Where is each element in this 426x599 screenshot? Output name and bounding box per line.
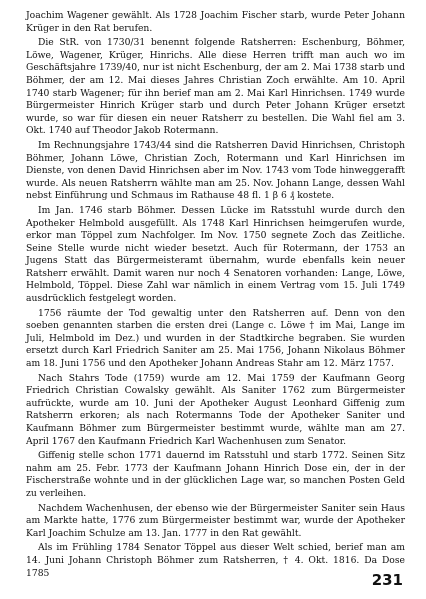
paragraph: Joachim Wagener gewählt. Als 1728 Joachim Fischer starb, wurde Peter Johann Krüger in den Rat berufen. [26, 10, 405, 34]
paragraph: Nachdem Wachenhusen, der ebenso wie der Bürgermeister Saniter sein Haus am Markte hatte, 1776 zum Bürgermeister bestimmt war, wurde der Apotheker Karl Joachim Schulze am 13. Jan. 1777 in den Rat gewählt. [26, 502, 405, 539]
page-number: 231 [371, 571, 403, 589]
paragraph: Im Rechnungsjahre 1743/44 sind die Ratsherren David Hinrichsen, Christoph Böhmer, Johann Löwe, Christian Zoch, Rotermann und Karl Hinrichsen im Dienste, von denen David Hinrichsen aber im Nov. 1743 vom Tode hinweggerafft wurde. Als neuen Ratsherrn wählte man am 25. Nov. Johann Lange, dessen Wahl nebst Einführung und Schmaus im Rathause 48 fl. 1 β 6 ₰ kostete. [26, 139, 405, 202]
paragraph: Nach Stahrs Tode (1759) wurde am 12. Mai 1759 der Kaufmann Georg Friedrich Christian Cowalsky gewählt. Als Saniter 1762 zum Bürgermeister aufrückte, wurde am 10. Juni der Apotheker August Leonhard Giffenig zum Ratsherrn erkoren; als nach Rotermanns Tode der Apotheker Saniter und Kaufmann Böhmer zum Bürgermeister bestimmt wurde, wählte man am 27. April 1767 den Kaufmann Friedrich Karl Wachenhusen zum Senator. [26, 372, 405, 447]
body-text [26, 10, 405, 580]
paragraph: Giffenig stelle schon 1771 dauernd im Ratsstuhl und starb 1772. Seinen Sitz nahm am 25. Febr. 1773 der Kaufmann Johann Hinrich Dose ein, der in der Fischerstraße wohnte und in der glücklichen Lage war, so manchen Posten Geld zu verleihen. [26, 450, 405, 499]
paragraph: Als im Frühling 1784 Senator Töppel aus dieser Welt schied, berief man am 14. Juni Johann Christoph Böhmer zum Ratsherren, † 4. Okt. 1816. Da Dose 1785 [26, 542, 405, 579]
paragraph: Im Jan. 1746 starb Böhmer. Dessen Lücke im Ratsstuhl wurde durch den Apotheker Helmbold ausgefüllt. Als 1748 Karl Hinrichsen heimgerufen wurde, erkor man Töppel zum Nachfolger. Im Nov. 1750 segnete Zoch das Zeitliche. Seine Stelle wurde nicht wieder besetzt. Auch für Rotermann, der 1753 an Jugens Statt das Bürgermeisteramt übernahm, wurde ebenfalls kein neuer Ratsherr erwählt. Damit waren nur noch 4 Senatoren vorhanden: Lange, Löwe, Helmbold, Töppel. Diese Zahl war nämlich in einem Vertrag vom 15. Juli 1749 ausdrücklich festgelegt worden. [26, 204, 405, 305]
paragraph: Die StR. von 1730/31 benennt folgende Ratsherren: Eschenburg, Böhmer, Löwe, Wagener, Krüger, Hinrichs. Alle diese Herren trifft man auch wo im Geschäftsjahre 1739/40, nur ist nicht Eschenburg, der am 2. Mai 1738 starb und Böhmer, der am 12. Mai dieses Jahres Christian Zoch erwählte. Am 10. April 1740 starb Wagener; für ihn berief man am 2. Mai Karl Hinrichsen. 1749 wurde Bürgermeister Hinrich Krüger starb und durch Peter Johann Krüger ersetzt wurde, so war für diesen ein neuer Ratsherr zu bestellen. Die Wahl fiel am 3. Okt. 1740 auf Theodor Jakob Rotermann. [26, 37, 405, 137]
paragraph: 1756 räumte der Tod gewaltig unter den Ratsherren auf. Denn von den soeben genannten starben die ersten drei (Lange c. Löwe † im Mai, Lange im Juli, Helmbold im Dez.) und wurden in der Stadtkirche begraben. Sie wurden ersetzt durch Karl Friedrich Saniter am 25. Mai 1756, Johann Nikolaus Böhmer am 18. Juni 1756 und den Apotheker Johann Andreas Stahr am 12. März 1757. [26, 307, 405, 370]
